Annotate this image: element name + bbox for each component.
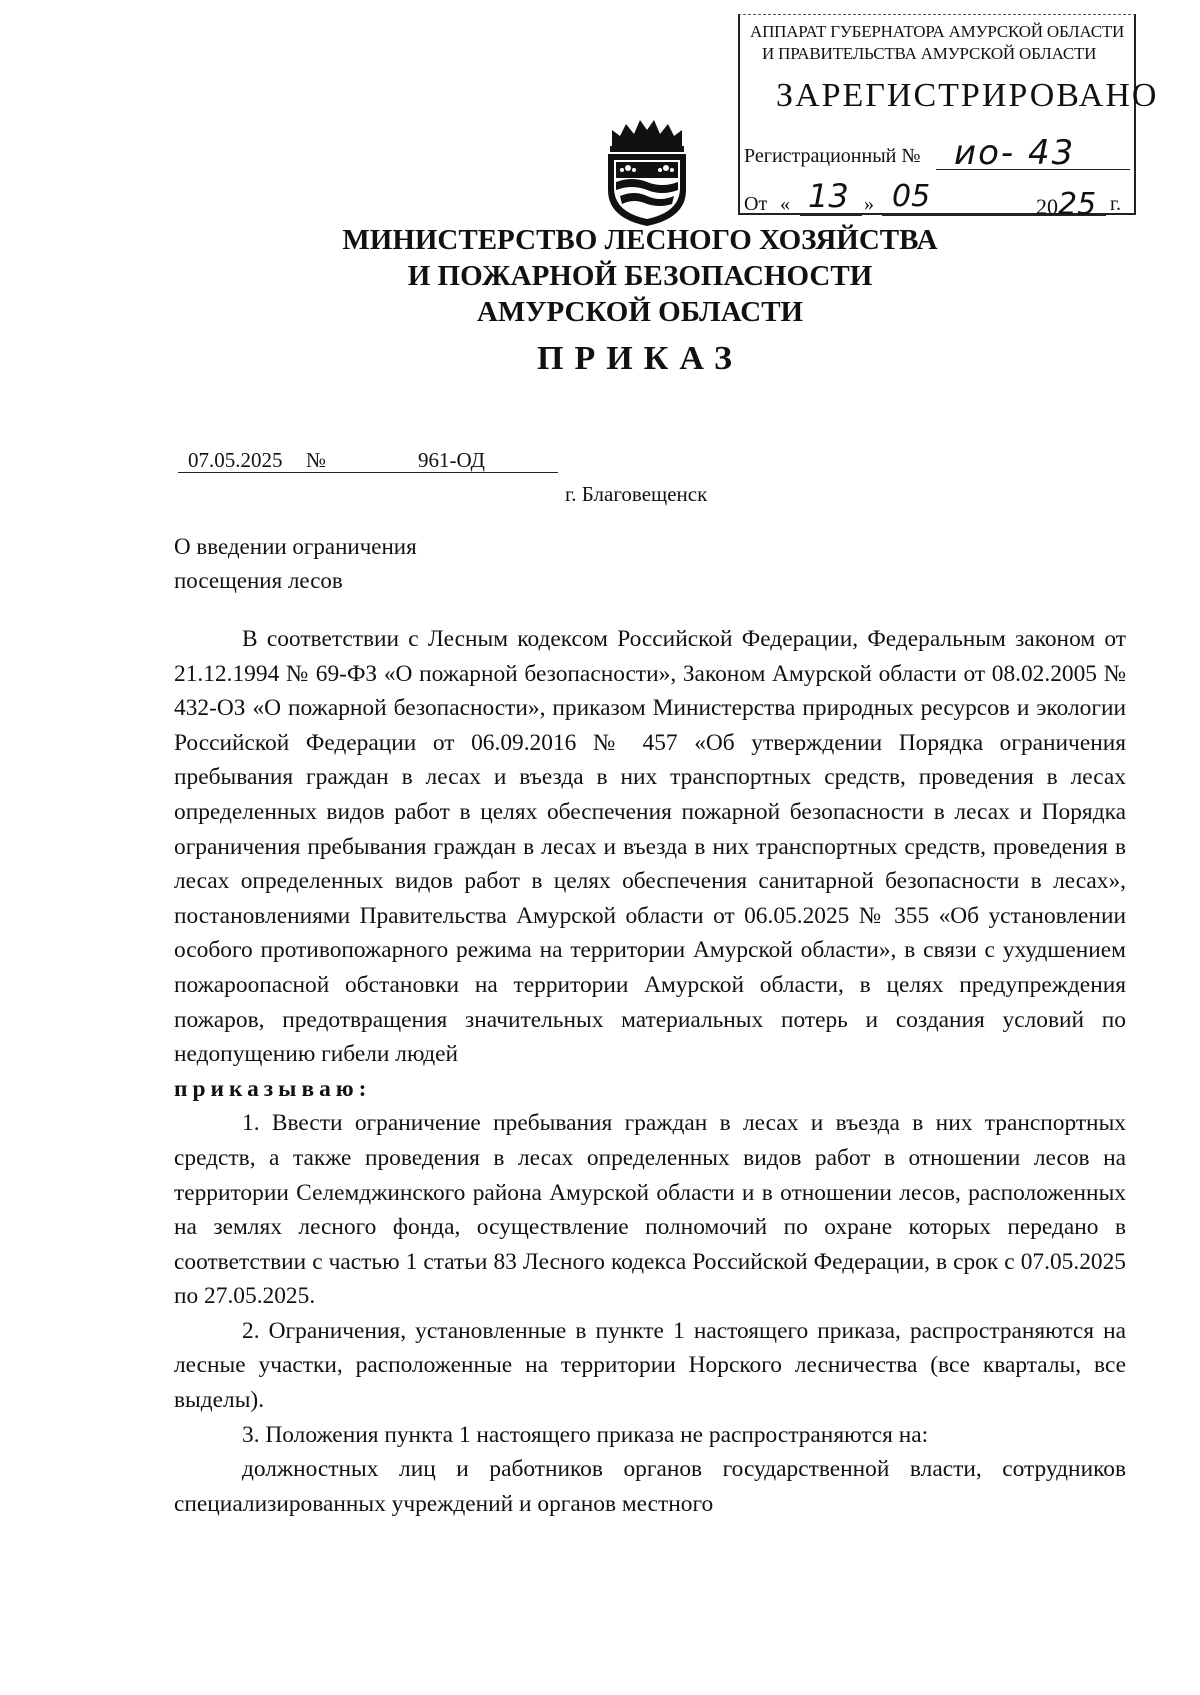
stamp-day-underline (800, 215, 862, 216)
item-2-paragraph: 2. Ограничения, установленные в пункте 1 настоящего приказа, распространяются на лесные участки, расположенные на территории Норского лесничества (все кварталы, все выделы). (174, 1317, 1126, 1414)
item-3-text: должностных лиц и работников органов государственной власти, сотрудников специализированных учреждений и органов местного (174, 1456, 1126, 1517)
ministry-line3: АМУРСКОЙ ОБЛАСТИ (476, 296, 804, 328)
ministry-line2: И ПОЖАРНОЙ БЕЗОПАСНОСТИ (407, 260, 873, 292)
stamp-year (1036, 187, 1096, 222)
subject-line1: О введении ограничения (174, 534, 417, 559)
stamp-day: 13 (808, 177, 849, 215)
subject-line2: посещения лесов (174, 568, 343, 593)
order-number-label: № (306, 448, 327, 472)
stamp-year-hand: 25 (1058, 187, 1097, 222)
order-body (174, 622, 1126, 1521)
stamp-year-suffix: г. (1110, 193, 1121, 215)
order-date: 07.05.2025 (188, 448, 283, 472)
item-3-paragraph: 3. Положения пункта 1 настоящего приказа не распространяются на: (242, 1421, 929, 1448)
stamp-reg-label: Регистрационный № (744, 145, 921, 167)
stamp-title: ЗАРЕГИСТРИРОВАНО (776, 77, 1159, 114)
document-type: ПРИКАЗ (537, 340, 743, 377)
order-word: приказываю: (174, 1075, 372, 1102)
item-1-paragraph: 1. Ввести ограничение пребывания граждан в лесах и въезда в них транспортных средств, а также проведения в лесах определенных видов работ в отношении лесов на территории Селемджинского района Амурской области и в отношении лесов, расположенных на землях лесного фонда, осуществление полномочий по охране которых передано в соответствии с частью 1 статьи 83 Лесного кодекса Российской Федерации, в срок с 07.05.2025 по 27.05.2025. (174, 1110, 1126, 1310)
stamp-year-printed: 20 (1036, 194, 1058, 219)
order-number-underline (178, 472, 558, 473)
stamp-month: 05 (892, 179, 931, 214)
stamp-organization (750, 21, 1130, 65)
stamp-date (744, 177, 1130, 222)
order-subject (174, 530, 417, 598)
stamp-registration-number (744, 133, 1130, 173)
ministry-name (160, 222, 1120, 330)
stamp-date-prefix: От (744, 193, 768, 215)
ministry-line1: МИНИСТЕРСТВО ЛЕСНОГО ХОЗЯЙСТВА (342, 224, 938, 256)
stamp-reg-value: ио- 43 (954, 133, 1076, 173)
order-city: г. Благовещенск (565, 482, 708, 506)
order-number: 961-ОД (418, 448, 485, 472)
stamp-org-line1: АППАРАТ ГУБЕРНАТОРА АМУРСКОЙ ОБЛАСТИ (750, 22, 1125, 41)
registration-stamp (738, 14, 1159, 222)
amur-oblast-coat-of-arms-icon (602, 118, 692, 228)
stamp-quote-open: « (780, 193, 790, 215)
order-number-line (178, 448, 558, 476)
preamble-paragraph: В соответствии с Лесным кодексом Российской Федерации, Федеральным законом от 21.12.1994 № 69-ФЗ «О пожарной безопасности», Законом Амурской области от 08.02.2005 № 432-ОЗ «О пожарной безопасности», приказом Министерства природных ресурсов и экологии Российской Федерации от 06.09.2016 № 457 «Об утверждении Порядка ограничения пребывания граждан в лесах и въезда в них транспортных средств, проведения в лесах определенных видов работ в целях обеспечения пожарной безопасности в лесах и Порядка ограничения пребывания граждан в лесах и въезда в них транспортных средств, проведения в лесах определенных видов работ в целях обеспечения санитарной безопасности в лесах», постановлениями Правительства Амурской области от 06.05.2025 № 355 «Об установлении особого противопожарного режима на территории Амурской области», в связи с ухудшением пожароопасной обстановки на территории Амурской области, в целях предупреждения пожаров, предотвращения значительных материальных потерь и создания условий по недопущению гибели людей (174, 626, 1126, 1068)
stamp-quote-close: » (864, 193, 874, 215)
stamp-org-line2: И ПРАВИТЕЛЬСТВА АМУРСКОЙ ОБЛАСТИ (762, 44, 1097, 63)
